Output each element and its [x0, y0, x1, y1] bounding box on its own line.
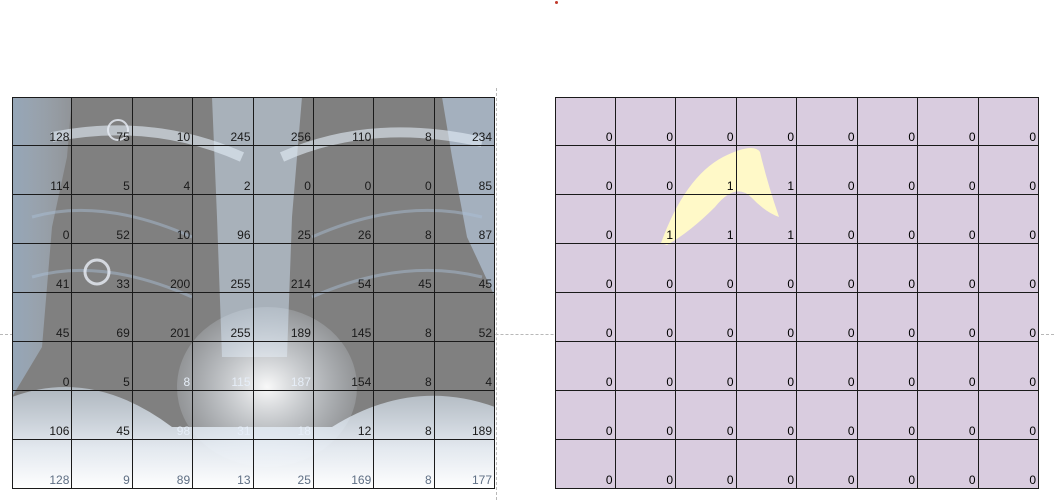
grid-cell — [918, 293, 979, 342]
cell-value: 0 — [726, 130, 734, 144]
grid-cell — [555, 293, 616, 342]
grid-cell — [133, 244, 193, 293]
cell-value: 0 — [968, 179, 976, 193]
grid-cell — [12, 97, 72, 146]
cell-value: 0 — [666, 326, 673, 340]
cell-value: 8 — [424, 130, 432, 144]
cell-value: 0 — [908, 277, 915, 291]
cell-value: 31 — [237, 424, 251, 438]
cell-value: 8 — [424, 424, 432, 438]
grid-cell — [676, 293, 737, 342]
cell-value: 0 — [666, 375, 673, 389]
grid-cell — [435, 391, 495, 440]
cell-value: 0 — [847, 424, 855, 438]
grid-cell — [435, 244, 495, 293]
cell-value: 0 — [968, 228, 976, 242]
cell-value: 4 — [485, 375, 492, 389]
cell-value: 25 — [297, 228, 311, 242]
cell-value: 0 — [847, 375, 855, 389]
cell-value: 45 — [418, 277, 432, 291]
grid-cell — [374, 244, 434, 293]
cell-value: 52 — [478, 326, 492, 340]
cell-value: 255 — [230, 326, 251, 340]
grid-cell — [435, 146, 495, 195]
cell-value: 234 — [471, 130, 492, 144]
grid-cell — [979, 440, 1040, 489]
grid-cell — [254, 293, 314, 342]
grid-cell — [374, 97, 434, 146]
cell-value: 9 — [123, 473, 130, 487]
cell-value: 85 — [478, 179, 492, 193]
grid-cell — [858, 195, 919, 244]
grid-cell — [555, 146, 616, 195]
grid-cell — [797, 97, 858, 146]
cell-value: 0 — [787, 424, 794, 438]
grid-cell — [858, 440, 919, 489]
cell-value: 201 — [170, 326, 191, 340]
grid-cell — [858, 342, 919, 391]
cell-value: 45 — [478, 277, 492, 291]
grid-cell — [676, 391, 737, 440]
grid-cell — [737, 293, 798, 342]
grid-cell — [133, 391, 193, 440]
grid-cell — [314, 97, 374, 146]
cell-value: 5 — [123, 375, 130, 389]
grid-cell — [737, 146, 798, 195]
grid-cell — [193, 244, 253, 293]
grid-cell — [193, 391, 253, 440]
cell-value: 0 — [968, 130, 976, 144]
cell-value: 214 — [290, 277, 311, 291]
grid-cell — [254, 244, 314, 293]
cell-value: 8 — [183, 375, 191, 389]
cell-value: 87 — [478, 228, 492, 242]
grid-cell — [676, 244, 737, 293]
grid-cell — [72, 440, 132, 489]
cell-value: 0 — [605, 130, 613, 144]
grid-cell — [676, 342, 737, 391]
grid-cell — [555, 195, 616, 244]
grid-cell — [314, 244, 374, 293]
grid-cell — [72, 391, 132, 440]
cell-value: 0 — [726, 375, 734, 389]
cell-value: 0 — [605, 424, 613, 438]
cell-value: 0 — [787, 473, 794, 487]
cell-value: 0 — [666, 130, 673, 144]
grid-cell — [676, 97, 737, 146]
cell-value: 187 — [290, 375, 311, 389]
grid-cell — [314, 391, 374, 440]
cell-value: 75 — [116, 130, 130, 144]
grid-cell — [314, 342, 374, 391]
grid-cell — [374, 146, 434, 195]
grid-cell — [12, 195, 72, 244]
grid-cell — [797, 342, 858, 391]
grid-cell — [254, 342, 314, 391]
cell-value: 0 — [847, 130, 855, 144]
grid-cell — [72, 146, 132, 195]
grid-cell — [616, 440, 677, 489]
grid-cell — [918, 342, 979, 391]
cell-value: 0 — [787, 277, 794, 291]
cell-value: 25 — [297, 473, 311, 487]
grid-cell — [737, 440, 798, 489]
grid-cell — [979, 244, 1040, 293]
grid-cell — [616, 97, 677, 146]
grid-cell — [72, 195, 132, 244]
grid-cell — [979, 391, 1040, 440]
grid-cell — [133, 440, 193, 489]
grid-cell — [374, 342, 434, 391]
grid-cell — [435, 97, 495, 146]
vertical-guide-line — [496, 88, 497, 500]
grid-cell — [193, 440, 253, 489]
cell-value: 177 — [471, 473, 492, 487]
grid-cell — [979, 342, 1040, 391]
grid-cell — [193, 97, 253, 146]
cell-value: 0 — [787, 130, 794, 144]
grid-cell — [72, 342, 132, 391]
grid-cell — [12, 244, 72, 293]
cell-value: 0 — [847, 326, 855, 340]
cell-value: 8 — [424, 228, 432, 242]
grid-cell — [254, 97, 314, 146]
cell-value: 0 — [787, 375, 794, 389]
grid-cell — [918, 391, 979, 440]
cell-value: 26 — [357, 228, 372, 242]
grid-cell — [314, 195, 374, 244]
grid-cell — [133, 195, 193, 244]
grid-cell — [858, 97, 919, 146]
xray-intensity-panel — [12, 97, 495, 489]
cell-value: 0 — [304, 179, 311, 193]
grid-cell — [797, 244, 858, 293]
grid-cell — [737, 391, 798, 440]
grid-cell — [193, 195, 253, 244]
cell-value: 189 — [471, 424, 492, 438]
cell-value: 4 — [183, 179, 191, 193]
grid-cell — [72, 293, 132, 342]
cell-value: 0 — [726, 277, 734, 291]
cell-value: 256 — [290, 130, 311, 144]
grid-cell — [616, 195, 677, 244]
cell-value: 0 — [787, 326, 794, 340]
cell-value: 10 — [176, 228, 191, 242]
grid-cell — [979, 146, 1040, 195]
cell-value: 0 — [847, 473, 855, 487]
cell-value: 0 — [666, 424, 673, 438]
grid-cell — [72, 97, 132, 146]
cell-value: 0 — [666, 277, 673, 291]
grid-cell — [314, 440, 374, 489]
cell-value: 52 — [116, 228, 130, 242]
grid-cell — [555, 440, 616, 489]
cell-value: 0 — [908, 473, 915, 487]
cell-value: 0 — [726, 424, 734, 438]
cell-value: 18 — [297, 424, 311, 438]
cell-value: 8 — [424, 473, 432, 487]
grid-cell — [254, 146, 314, 195]
grid-cell — [616, 342, 677, 391]
cell-value: 1 — [787, 179, 794, 193]
cell-value: 1 — [726, 179, 734, 193]
cell-value: 245 — [230, 130, 251, 144]
grid-cell — [676, 195, 737, 244]
cell-value: 169 — [351, 473, 372, 487]
cell-value: 13 — [237, 473, 251, 487]
grid-cell — [133, 97, 193, 146]
cell-value: 0 — [62, 228, 70, 242]
cell-value: 33 — [116, 277, 130, 291]
marker-dot — [555, 1, 558, 4]
cell-value: 2 — [243, 179, 251, 193]
grid-cell — [979, 97, 1040, 146]
cell-value: 0 — [605, 326, 613, 340]
cell-value: 8 — [424, 375, 432, 389]
grid-cell — [737, 244, 798, 293]
cell-value: 0 — [908, 130, 915, 144]
cell-value: 115 — [231, 375, 251, 389]
grid-cell — [918, 195, 979, 244]
grid-cell — [314, 293, 374, 342]
grid-cell — [133, 293, 193, 342]
cell-value: 189 — [290, 326, 311, 340]
cell-value: 45 — [56, 326, 70, 340]
grid-cell — [555, 342, 616, 391]
cell-value: 12 — [357, 424, 372, 438]
grid-cell — [12, 440, 72, 489]
grid-cell — [314, 146, 374, 195]
grid-cell — [555, 391, 616, 440]
cell-value: 0 — [908, 179, 915, 193]
cell-value: 128 — [49, 130, 70, 144]
cell-value: 0 — [364, 179, 372, 193]
grid-cell — [12, 146, 72, 195]
grid-cell — [737, 97, 798, 146]
cell-value: 0 — [666, 179, 673, 193]
grid-cell — [858, 244, 919, 293]
grid-cell — [979, 293, 1040, 342]
cell-value: 0 — [1029, 375, 1036, 389]
cell-value: 0 — [424, 179, 432, 193]
grid-cell — [555, 97, 616, 146]
mask-value-grid — [555, 97, 1039, 489]
grid-cell — [254, 391, 314, 440]
grid-cell — [797, 440, 858, 489]
cell-value: 0 — [1029, 179, 1036, 193]
grid-cell — [435, 195, 495, 244]
cell-value: 1 — [666, 228, 673, 242]
cell-value: 96 — [237, 228, 251, 242]
grid-cell — [133, 146, 193, 195]
cell-value: 8 — [424, 326, 432, 340]
cell-value: 0 — [908, 424, 915, 438]
cell-value: 0 — [908, 375, 915, 389]
cell-value: 0 — [1029, 326, 1036, 340]
cell-value: 0 — [847, 277, 855, 291]
grid-cell — [12, 293, 72, 342]
cell-value: 0 — [968, 277, 976, 291]
grid-cell — [858, 146, 919, 195]
grid-cell — [797, 391, 858, 440]
cell-value: 128 — [49, 473, 70, 487]
xray-value-grid — [12, 97, 495, 489]
cell-value: 0 — [605, 228, 613, 242]
cell-value: 54 — [357, 277, 372, 291]
grid-cell — [254, 440, 314, 489]
cell-value: 0 — [605, 277, 613, 291]
grid-cell — [737, 195, 798, 244]
cell-value: 106 — [49, 424, 70, 438]
grid-cell — [918, 440, 979, 489]
cell-value: 255 — [230, 277, 251, 291]
cell-value: 0 — [908, 326, 915, 340]
mask-panel — [555, 97, 1039, 489]
cell-value: 41 — [56, 277, 70, 291]
cell-value: 98 — [176, 424, 191, 438]
grid-cell — [676, 440, 737, 489]
grid-cell — [193, 146, 253, 195]
cell-value: 0 — [968, 424, 976, 438]
grid-cell — [374, 195, 434, 244]
grid-cell — [676, 146, 737, 195]
cell-value: 89 — [176, 473, 191, 487]
cell-value: 0 — [1029, 228, 1036, 242]
grid-cell — [616, 293, 677, 342]
cell-value: 0 — [726, 473, 734, 487]
cell-value: 0 — [847, 179, 855, 193]
cell-value: 0 — [62, 375, 70, 389]
grid-cell — [797, 195, 858, 244]
grid-cell — [616, 391, 677, 440]
grid-cell — [918, 146, 979, 195]
cell-value: 145 — [351, 326, 372, 340]
cell-value: 0 — [726, 326, 734, 340]
cell-value: 154 — [351, 375, 372, 389]
cell-value: 0 — [666, 473, 673, 487]
grid-cell — [374, 293, 434, 342]
grid-cell — [254, 195, 314, 244]
cell-value: 0 — [968, 473, 976, 487]
grid-cell — [374, 391, 434, 440]
cell-value: 0 — [1029, 473, 1036, 487]
cell-value: 0 — [1029, 130, 1036, 144]
grid-cell — [918, 97, 979, 146]
cell-value: 10 — [176, 130, 191, 144]
cell-value: 1 — [787, 228, 794, 242]
cell-value: 45 — [116, 424, 130, 438]
cell-value: 5 — [123, 179, 130, 193]
grid-cell — [979, 195, 1040, 244]
cell-value: 0 — [847, 228, 855, 242]
grid-cell — [918, 244, 979, 293]
cell-value: 0 — [605, 179, 613, 193]
grid-cell — [616, 146, 677, 195]
grid-cell — [12, 342, 72, 391]
grid-cell — [435, 293, 495, 342]
grid-cell — [858, 293, 919, 342]
cell-value: 69 — [116, 326, 130, 340]
grid-cell — [374, 440, 434, 489]
grid-cell — [858, 391, 919, 440]
cell-value: 0 — [1029, 424, 1036, 438]
grid-cell — [193, 342, 253, 391]
grid-cell — [12, 391, 72, 440]
grid-cell — [797, 146, 858, 195]
grid-cell — [797, 293, 858, 342]
cell-value: 114 — [50, 179, 70, 193]
cell-value: 0 — [908, 228, 915, 242]
cell-value: 0 — [968, 326, 976, 340]
grid-cell — [555, 244, 616, 293]
cell-value: 0 — [605, 473, 613, 487]
cell-value: 200 — [170, 277, 191, 291]
cell-value: 0 — [605, 375, 613, 389]
grid-cell — [72, 244, 132, 293]
cell-value: 0 — [1029, 277, 1036, 291]
grid-cell — [616, 244, 677, 293]
grid-cell — [133, 342, 193, 391]
cell-value: 0 — [968, 375, 976, 389]
grid-cell — [435, 342, 495, 391]
cell-value: 110 — [352, 130, 372, 144]
cell-value: 1 — [726, 228, 734, 242]
grid-cell — [435, 440, 495, 489]
grid-cell — [193, 293, 253, 342]
grid-cell — [737, 342, 798, 391]
